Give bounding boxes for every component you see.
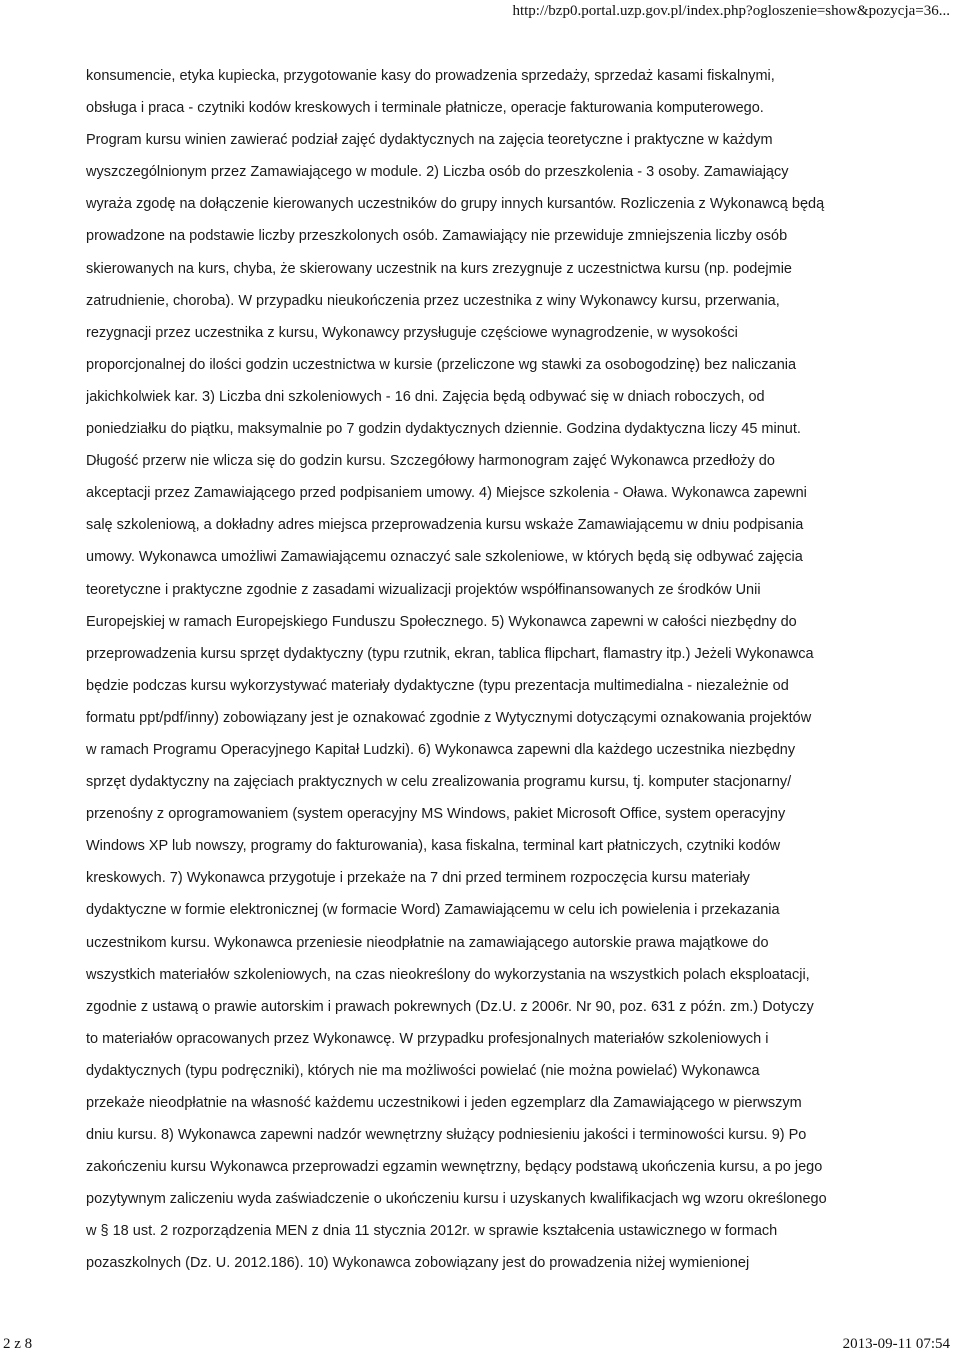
text-line: będzie podczas kursu wykorzystywać materiały dydaktyczne (typu prezentacja multimedialna - niezależnie od bbox=[86, 677, 789, 694]
document-body bbox=[86, 60, 906, 1300]
text-line: pozytywnym zaliczeniu wyda zaświadczenie o ukończeniu kursu i uzyskanych kwalifikacjach wg wzoru określonego bbox=[86, 1191, 827, 1208]
text-line: dydaktyczne w formie elektronicznej (w formacie Word) Zamawiającemu w celu ich powielenia i przekazania bbox=[86, 902, 780, 919]
text-line: Program kursu winien zawierać podział zajęć dydaktycznych na zajęcia teoretyczne i praktyczne w każdym bbox=[86, 132, 773, 149]
print-header-url: http://bzp0.portal.uzp.gov.pl/index.php?ogloszenie=show&pozycja=36... bbox=[512, 3, 950, 19]
text-line: Windows XP lub nowszy, programy do fakturowania), kasa fiskalna, terminal kart płatniczych, czytniki kodów bbox=[86, 838, 781, 855]
text-line: to materiałów opracowanych przez Wykonawcę. W przypadku profesjonalnych materiałów szkoleniowych i bbox=[86, 1030, 769, 1047]
text-line: jakichkolwiek kar. 3) Liczba dni szkoleniowych - 16 dni. Zajęcia będą odbywać się w dniach roboczych, od bbox=[86, 388, 765, 405]
text-line: umowy. Wykonawca umożliwi Zamawiającemu oznaczyć sale szkoleniowe, w których będą się odbywać zajęcia bbox=[86, 549, 803, 566]
text-line: dniu kursu. 8) Wykonawca zapewni nadzór wewnętrzny służący podniesieniu jakości i terminowości kursu. 9) Po bbox=[86, 1127, 807, 1144]
page-number: 2 z 8 bbox=[3, 1336, 33, 1352]
text-line: pozaszkolnych (Dz. U. 2012.186). 10) Wykonawca zobowiązany jest do prowadzenia niżej wymienionej bbox=[86, 1255, 750, 1272]
text-line: w § 18 ust. 2 rozporządzenia MEN z dnia 11 stycznia 2012r. w sprawie kształcenia ustawicznego w formach bbox=[86, 1223, 778, 1240]
text-line: uczestnikom kursu. Wykonawca przeniesie nieodpłatnie na zamawiającego autorskie prawa majątkowe do bbox=[86, 934, 769, 951]
text-line: Europejskiej w ramach Europejskiego Funduszu Społecznego. 5) Wykonawca zapewni w całości niezbędny do bbox=[86, 613, 797, 630]
text-line: dydaktycznych (typu podręczniki), których nie ma możliwości powielać (nie można powielać) Wykonawca bbox=[86, 1062, 760, 1079]
text-line: zgodnie z ustawą o prawie autorskim i prawach pokrewnych (Dz.U. z 2006r. Nr 90, poz. 631 z późn. zm.) Dotyczy bbox=[86, 998, 814, 1015]
text-line: teoretyczne i praktyczne zgodnie z zasadami wizualizacji projektów współfinansowanych ze środków Unii bbox=[86, 581, 761, 598]
text-line: w ramach Programu Operacyjnego Kapitał Ludzki). 6) Wykonawca zapewni dla każdego uczestnika niezbędny bbox=[86, 741, 796, 758]
text-line: salę szkoleniową, a dokładny adres miejsca przeprowadzenia kursu wskaże Zamawiającemu w dniu podpisania bbox=[86, 517, 804, 534]
text-line: wyszczególnionym przez Zamawiającego w module. 2) Liczba osób do przeszkolenia - 3 osoby. Zamawiający bbox=[86, 164, 789, 181]
text-line: sprzęt dydaktyczny na zajęciach praktycznych w celu zrealizowania programu kursu, tj. komputer stacjonarny/ bbox=[86, 774, 792, 791]
text-line: poniedziałku do piątku, maksymalnie po 7 godzin dydaktycznych dziennie. Godzina dydaktyczna liczy 45 minut. bbox=[86, 421, 801, 438]
text-line: przenośny z oprogramowaniem (system operacyjny MS Windows, pakiet Microsoft Office, system operacyjny bbox=[86, 806, 786, 823]
text-line: skierowanych na kurs, chyba, że skierowany uczestnik na kurs zrezygnuje z uczestnictwa kursu (np. podejmie bbox=[86, 260, 792, 277]
text-line: przeprowadzenia kursu sprzęt dydaktyczny (typu rzutnik, ekran, tablica flipchart, flamastry itp.) Jeżeli Wykonawca bbox=[86, 645, 814, 662]
text-line: kreskowych. 7) Wykonawca przygotuje i przekaże na 7 dni przed terminem rozpoczęcia kursu materiały bbox=[86, 870, 750, 887]
text-line: wszystkich materiałów szkoleniowych, na czas nieokreślony do wykorzystania na wszystkich polach eksploatacji, bbox=[86, 966, 810, 983]
text-line: Długość przerw nie wlicza się do godzin kursu. Szczegółowy harmonogram zajęć Wykonawca przedłoży do bbox=[86, 453, 775, 470]
text-line: akceptacji przez Zamawiającego przed podpisaniem umowy. 4) Miejsce szkolenia - Oława. Wykonawca zapewni bbox=[86, 485, 807, 502]
text-line: prowadzone na podstawie liczby przeszkolonych osób. Zamawiający nie przewiduje zmniejszenia liczby osób bbox=[86, 228, 788, 245]
text-line: formatu ppt/pdf/inny) zobowiązany jest je oznakować zgodnie z Wytycznymi dotyczącymi oznakowania projektów bbox=[86, 709, 812, 726]
text-line: konsumencie, etyka kupiecka, przygotowanie kasy do prowadzenia sprzedaży, sprzedaż kasami fiskalnymi, bbox=[86, 68, 775, 84]
print-timestamp: 2013-09-11 07:54 bbox=[842, 1336, 950, 1352]
text-line: przekaże nieodpłatnie na własność każdemu uczestnikowi i jeden egzemplarz dla Zamawiającego w pierwszym bbox=[86, 1095, 802, 1111]
text-line: rezygnacji przez uczestnika z kursu, Wykonawcy przysługuje częściowe wynagrodzenie, w wysokości bbox=[86, 324, 738, 341]
text-line: zatrudnienie, choroba). W przypadku nieukończenia przez uczestnika z winy Wykonawcy kursu, przerwania, bbox=[86, 292, 780, 309]
text-line: obsługa i praca - czytniki kodów kreskowych i terminale płatnicze, operacje fakturowania komputerowego. bbox=[86, 100, 764, 117]
text-line: proporcjonalnej do ilości godzin uczestnictwa w kursie (przeliczone wg stawki za osobogodzinę) bez naliczania bbox=[86, 356, 797, 373]
text-line: wyraża zgodę na dołączenie kierowanych uczestników do grupy innych kursantów. Rozliczenia z Wykonawcą będą bbox=[86, 196, 825, 213]
text-line: zakończeniu kursu Wykonawca przeprowadzi egzamin wewnętrzny, będący podstawą ukończenia kursu, a po jego bbox=[86, 1159, 823, 1176]
